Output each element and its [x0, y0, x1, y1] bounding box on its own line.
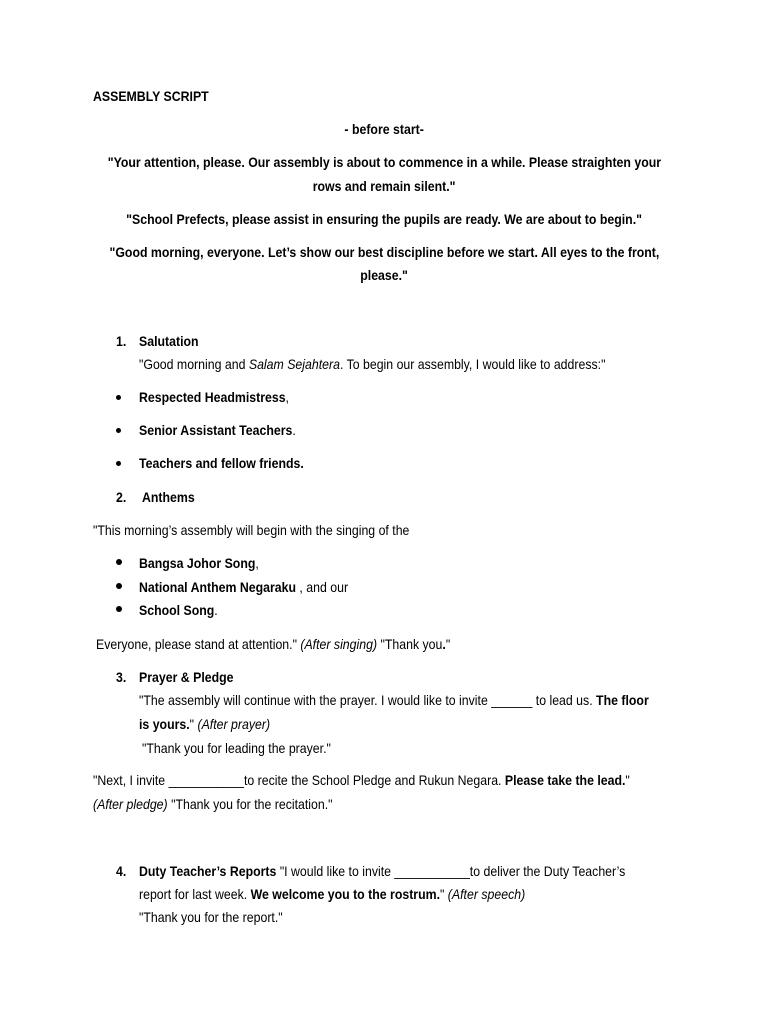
section-2-heading: Anthems	[142, 489, 195, 505]
page-title: ASSEMBLY SCRIPT	[93, 88, 209, 104]
intro-line-1: "Your attention, please. Our assembly is about to commence in a while. Please straighten your	[107, 154, 661, 170]
intro-line-4: "Good morning, everyone. Let’s show our best discipline before we start. All eyes to the front,	[109, 244, 659, 260]
intro-line-5: please."	[360, 267, 408, 283]
anthems-closing: Everyone, please stand at attention." (After singing) "Thank you."	[96, 636, 451, 652]
bullet-icon	[116, 428, 121, 433]
pledge-line-1: "Next, I invite ___________to recite the School Pledge and Rukun Negara. Please take the lead."	[93, 772, 630, 788]
section-1-number: 1.	[116, 333, 127, 349]
intro-line-2: rows and remain silent."	[312, 178, 456, 194]
duty-report-line-1: Duty Teacher’s Reports "I would like to invite ___________to deliver the Duty Teacher’s	[139, 863, 626, 879]
section-3-heading: Prayer & Pledge	[139, 669, 234, 685]
duty-report-line-3: "Thank you for the report."	[139, 909, 283, 925]
section-3-number: 3.	[116, 669, 127, 685]
salutation-item-1: Respected Headmistress,	[139, 389, 289, 405]
section-1-heading: Salutation	[139, 333, 199, 349]
anthem-item-3: School Song.	[139, 602, 218, 618]
bullet-icon	[116, 395, 121, 400]
salutation-text: "Good morning and Salam Sejahtera. To begin our assembly, I would like to address:"	[139, 356, 606, 372]
anthem-item-1: Bangsa Johor Song,	[139, 555, 259, 571]
intro-line-3: "School Prefects, please assist in ensuring the pupils are ready. We are about to begin."	[126, 211, 642, 227]
salutation-item-2: Senior Assistant Teachers.	[139, 422, 296, 438]
bullet-icon	[116, 583, 122, 589]
bullet-icon	[116, 559, 122, 565]
anthem-item-2: National Anthem Negaraku , and our	[139, 579, 349, 595]
bullet-icon	[116, 461, 121, 466]
anthems-intro: "This morning’s assembly will begin with the singing of the	[93, 522, 410, 538]
bullet-icon	[116, 606, 122, 612]
section-4-number: 4.	[116, 863, 127, 879]
prayer-line-3: "Thank you for leading the prayer."	[142, 740, 331, 756]
pledge-line-2: (After pledge) "Thank you for the recitation."	[93, 796, 333, 812]
section-2-number: 2.	[116, 489, 127, 505]
salutation-item-3: Teachers and fellow friends.	[139, 455, 304, 471]
prayer-line-2: is yours." (After prayer)	[139, 716, 271, 732]
before-start-heading: - before start-	[344, 121, 424, 137]
prayer-line-1: "The assembly will continue with the prayer. I would like to invite ______ to lead us. The floor	[139, 692, 649, 708]
duty-report-line-2: report for last week. We welcome you to the rostrum." (After speech)	[139, 886, 526, 902]
